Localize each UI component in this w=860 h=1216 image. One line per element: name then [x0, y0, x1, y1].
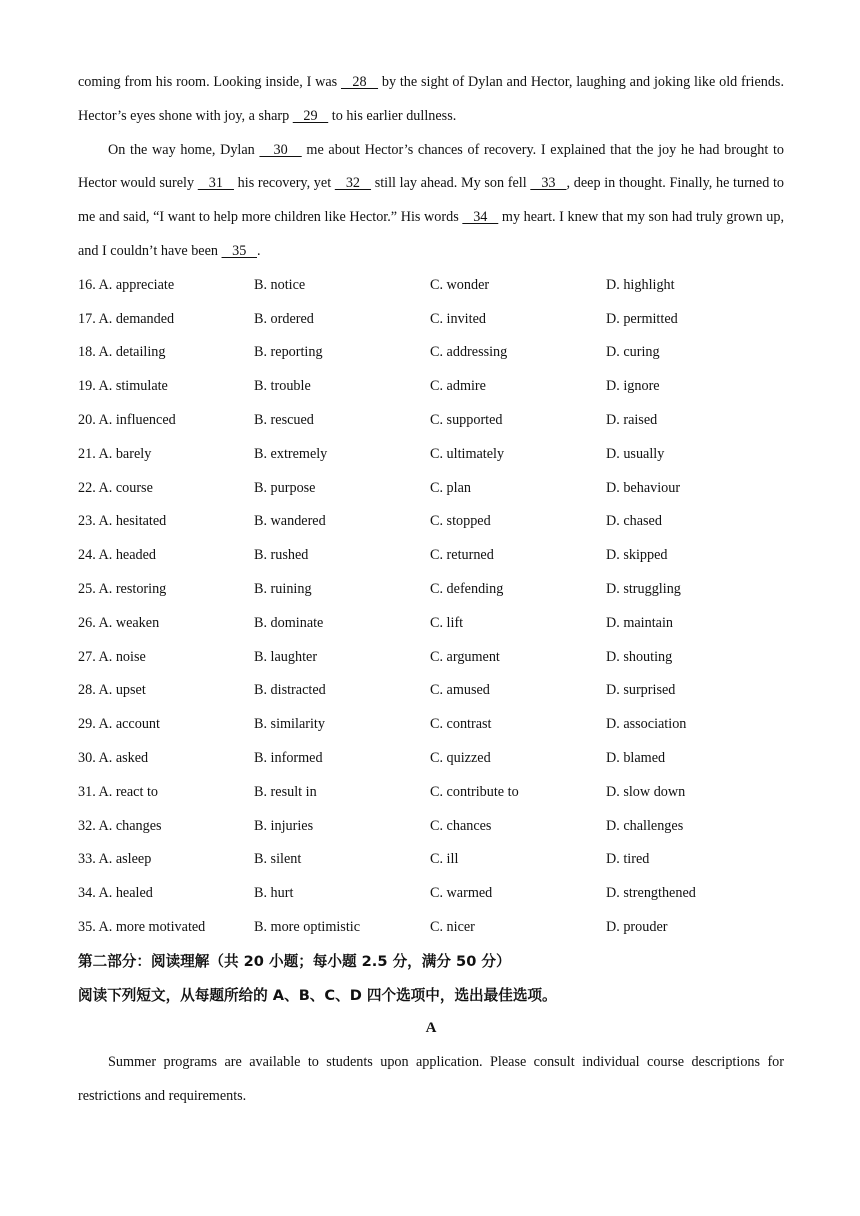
passage-text: On the way home, Dylan — [108, 141, 260, 158]
option-a[interactable]: 24. A. headed — [78, 547, 157, 564]
option-a[interactable]: 34. A. healed — [78, 885, 153, 902]
option-b[interactable]: B. extremely — [254, 445, 328, 462]
option-d[interactable]: D. maintain — [606, 614, 673, 631]
option-d[interactable]: D. strengthened — [606, 885, 696, 902]
option-d[interactable]: D. chased — [606, 513, 662, 530]
option-b[interactable]: B. injuries — [254, 817, 314, 834]
option-c[interactable]: C. invited — [430, 310, 486, 327]
option-c[interactable]: C. chances — [430, 817, 492, 834]
question-options-row — [78, 505, 784, 539]
question-options-row — [78, 776, 784, 810]
option-b[interactable]: B. trouble — [254, 378, 311, 395]
option-a[interactable]: 25. A. restoring — [78, 580, 167, 597]
option-b[interactable]: B. notice — [254, 276, 306, 293]
option-c[interactable]: C. wonder — [430, 276, 490, 293]
option-b[interactable]: B. hurt — [254, 885, 294, 902]
answer-blank[interactable]: 33 — [530, 175, 567, 192]
question-options-row — [78, 641, 784, 675]
option-d[interactable]: D. behaviour — [606, 479, 681, 496]
option-b[interactable]: B. ruining — [254, 580, 312, 597]
option-c[interactable]: C. defending — [430, 580, 504, 597]
option-a[interactable]: 22. A. course — [78, 479, 153, 496]
option-b[interactable]: B. laughter — [254, 648, 318, 665]
option-b[interactable]: B. distracted — [254, 682, 326, 699]
option-b[interactable]: B. dominate — [254, 614, 324, 631]
option-a[interactable]: 29. A. account — [78, 716, 160, 733]
option-a[interactable]: 23. A. hesitated — [78, 513, 167, 530]
passage-paragraph-2 — [78, 134, 784, 269]
option-a[interactable]: 28. A. upset — [78, 682, 146, 699]
option-c[interactable]: C. amused — [430, 682, 490, 699]
option-d[interactable]: D. ignore — [606, 378, 660, 395]
question-options-row — [78, 573, 784, 607]
option-d[interactable]: D. slow down — [606, 783, 686, 800]
option-a[interactable]: 20. A. influenced — [78, 411, 176, 428]
option-d[interactable]: D. blamed — [606, 749, 666, 766]
question-options-row — [78, 472, 784, 506]
option-d[interactable]: D. usually — [606, 445, 665, 462]
question-options-row — [78, 708, 784, 742]
options-list — [78, 269, 784, 945]
option-a[interactable]: 21. A. barely — [78, 445, 152, 462]
option-b[interactable]: B. wandered — [254, 513, 326, 530]
passage-text: coming from his room. Looking inside, I was — [78, 74, 341, 90]
option-d[interactable]: D. surprised — [606, 682, 676, 699]
option-c[interactable]: C. contrast — [430, 716, 492, 733]
option-c[interactable]: C. warmed — [430, 885, 493, 902]
option-b[interactable]: B. result in — [254, 783, 317, 800]
passage-text: by the sight of Dylan and Hector, laughing and joking like old friends. Hector’s eyes shone with joy, a sharp — [78, 74, 784, 124]
answer-blank[interactable]: 30 — [259, 141, 302, 158]
option-c[interactable]: C. admire — [430, 378, 486, 395]
question-options-row — [78, 438, 784, 472]
question-options-row — [78, 269, 784, 303]
option-a[interactable]: 16. A. appreciate — [78, 276, 175, 293]
exam-page — [78, 66, 784, 1114]
passage-paragraph-1 — [78, 66, 784, 134]
passage-text: my heart. I knew that my son had truly grown up, and I couldn’t have been — [78, 209, 784, 259]
option-c[interactable]: C. argument — [430, 648, 500, 665]
question-options-row — [78, 607, 784, 641]
option-a[interactable]: 31. A. react to — [78, 783, 158, 800]
question-options-row — [78, 303, 784, 337]
question-options-row — [78, 742, 784, 776]
question-options-row — [78, 843, 784, 877]
option-c[interactable]: C. returned — [430, 547, 494, 564]
answer-blank[interactable]: 28 — [340, 74, 379, 90]
option-c[interactable]: C. addressing — [430, 344, 508, 361]
option-d[interactable]: D. tired — [606, 851, 650, 868]
question-options-row — [78, 336, 784, 370]
option-d[interactable]: D. curing — [606, 344, 660, 361]
option-b[interactable]: B. purpose — [254, 479, 316, 496]
option-a[interactable]: 27. A. noise — [78, 648, 146, 665]
option-a[interactable]: 19. A. stimulate — [78, 378, 168, 395]
option-d[interactable]: D. prouder — [606, 918, 668, 935]
option-c[interactable]: C. stopped — [430, 513, 491, 530]
reading-intro: Summer programs are available to students upon application. Please consult individual course descriptions for restrictions and requirements. — [78, 1054, 784, 1104]
option-d[interactable]: D. raised — [606, 411, 658, 428]
answer-blank[interactable]: 29 — [292, 107, 329, 124]
option-d[interactable]: D. challenges — [606, 817, 684, 834]
passage-text: me about Hector’s chances of recovery. I explained that the joy he had brought to Hector would surely — [78, 141, 784, 192]
option-c[interactable]: C. contribute to — [430, 783, 519, 800]
question-options-row — [78, 911, 784, 945]
option-d[interactable]: D. struggling — [606, 580, 681, 597]
question-options-row — [78, 810, 784, 844]
question-options-row — [78, 370, 784, 404]
option-a[interactable]: 26. A. weaken — [78, 614, 160, 631]
option-a[interactable]: 30. A. asked — [78, 749, 149, 766]
passage-text: his recovery, yet — [233, 175, 335, 192]
option-b[interactable]: B. rescued — [254, 411, 314, 428]
passage-text: , deep in thought. Finally, he turned to me and said, “I want to help more children like Hector.” His words — [78, 175, 784, 226]
option-b[interactable]: B. similarity — [254, 716, 325, 733]
option-d[interactable]: D. association — [606, 716, 687, 733]
option-a[interactable]: 18. A. detailing — [78, 344, 166, 361]
option-b[interactable]: B. more optimistic — [254, 918, 361, 935]
question-options-row — [78, 877, 784, 911]
option-a[interactable]: 17. A. demanded — [78, 310, 175, 327]
option-d[interactable]: D. skipped — [606, 547, 668, 564]
answer-blank[interactable]: 34 — [462, 209, 499, 226]
answer-blank[interactable]: 35 — [221, 242, 257, 259]
question-options-row — [78, 674, 784, 708]
option-b[interactable]: B. silent — [254, 851, 302, 868]
option-a[interactable]: 32. A. changes — [78, 817, 162, 834]
option-c[interactable]: C. plan — [430, 479, 471, 496]
question-options-row — [78, 539, 784, 573]
option-c[interactable]: C. quizzed — [430, 749, 491, 766]
option-c[interactable]: C. supported — [430, 411, 503, 428]
passage-text: still lay ahead. My son fell — [371, 175, 531, 192]
option-b[interactable]: B. reporting — [254, 344, 323, 361]
question-options-row — [78, 404, 784, 438]
option-a[interactable]: 35. A. more motivated — [78, 918, 206, 935]
answer-blank[interactable]: 32 — [334, 175, 372, 192]
option-b[interactable]: B. informed — [254, 749, 323, 766]
option-d[interactable]: D. highlight — [606, 276, 675, 293]
option-b[interactable]: B. rushed — [254, 547, 309, 564]
section-heading: 第二部分：阅读理解（共 20 小题；每小题 2.5 分，满分 50 分） — [78, 952, 511, 970]
answer-blank[interactable]: 31 — [197, 175, 234, 192]
option-c[interactable]: C. ultimately — [430, 445, 505, 462]
option-d[interactable]: D. shouting — [606, 648, 673, 665]
option-b[interactable]: B. ordered — [254, 310, 314, 327]
passage-letter: A — [425, 1020, 437, 1037]
option-c[interactable]: C. lift — [430, 614, 464, 631]
option-c[interactable]: C. ill — [430, 851, 459, 868]
passage-text: . — [257, 242, 261, 259]
option-c[interactable]: C. nicer — [430, 918, 475, 935]
passage-text: to his earlier dullness. — [328, 107, 457, 124]
option-a[interactable]: 33. A. asleep — [78, 851, 152, 868]
section-instruction: 阅读下列短文，从每题所给的 A、B、C、D 四个选项中，选出最佳选项。 — [78, 986, 557, 1004]
option-d[interactable]: D. permitted — [606, 310, 678, 327]
